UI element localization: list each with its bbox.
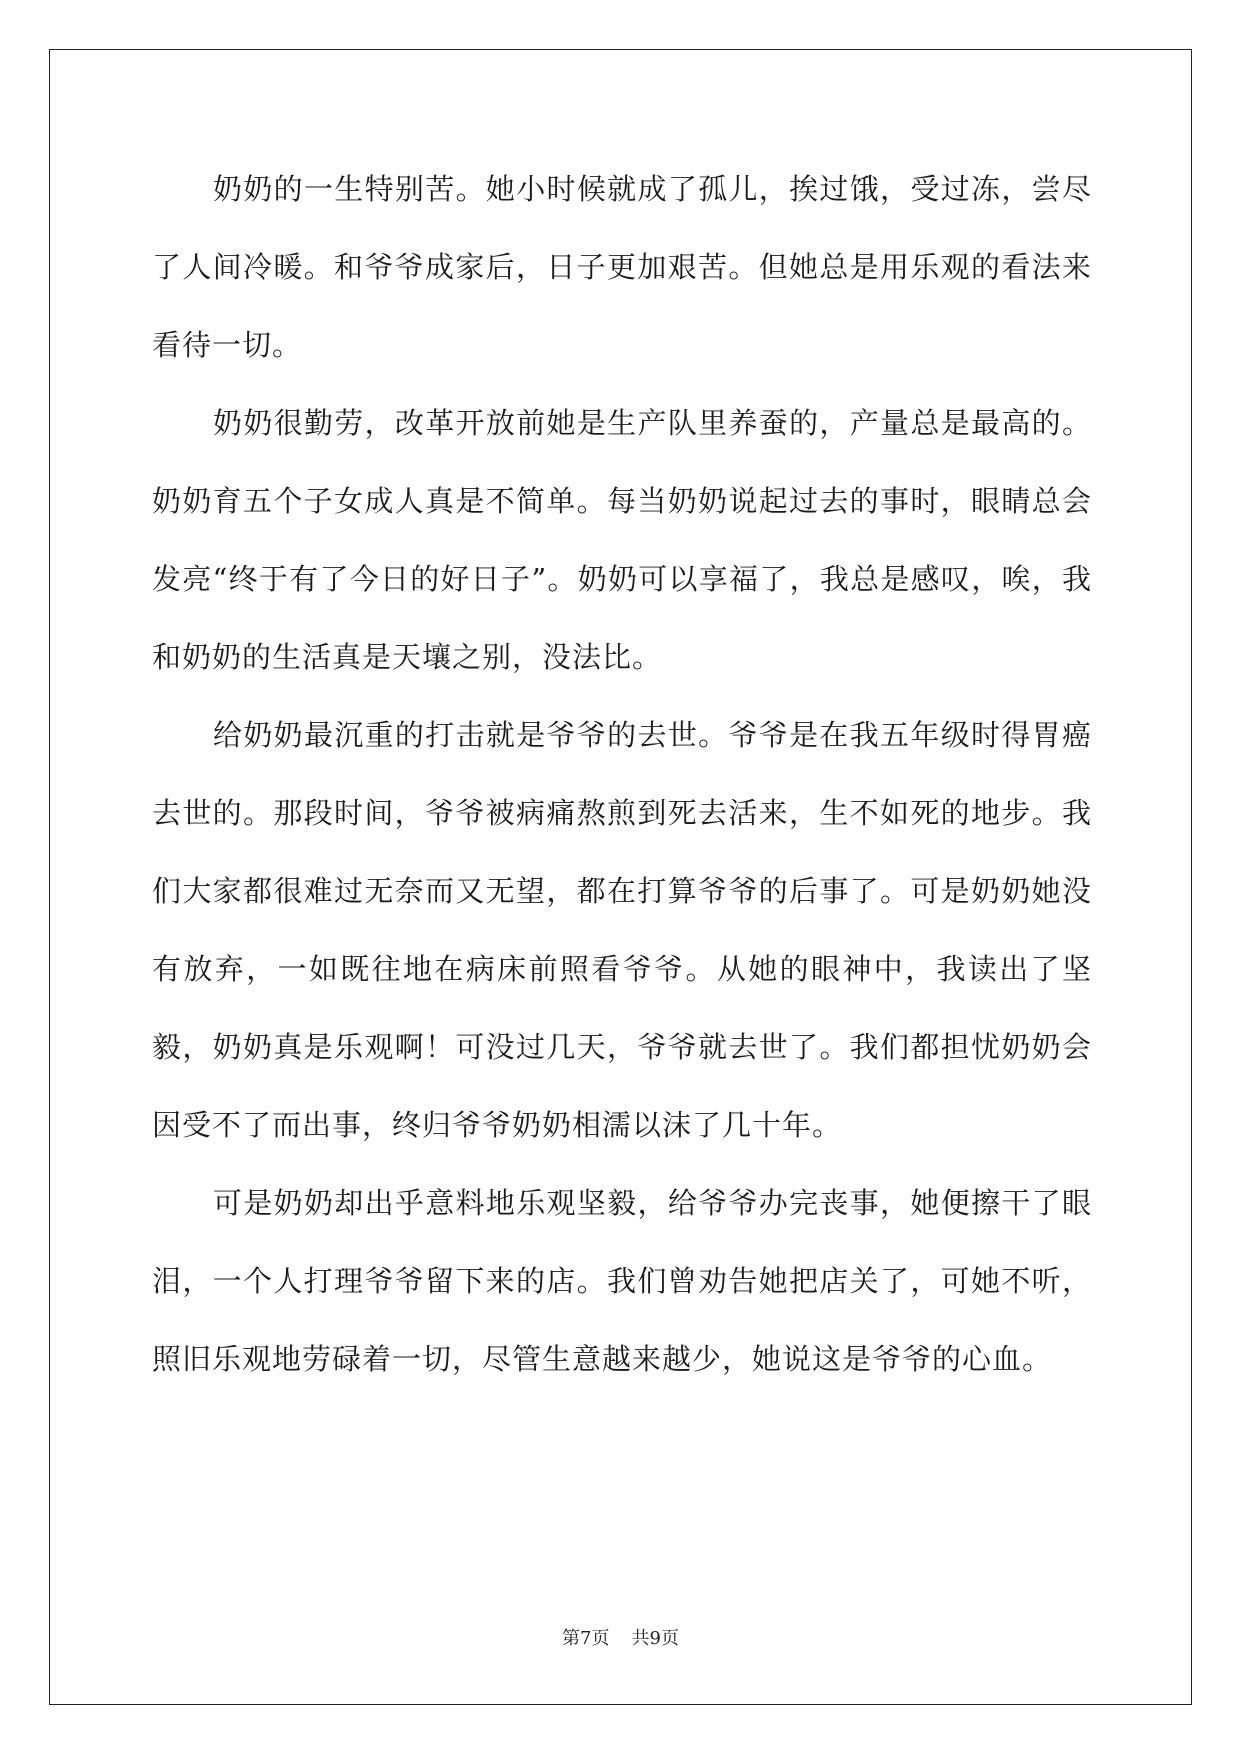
- document-body: [152, 150, 1092, 1398]
- page-number-total: 共9页: [631, 1628, 679, 1649]
- paragraph-1: 奶奶的一生特别苦。她小时候就成了孤儿，挨过饿，受过冻，尝尽了人间冷暖。和爷爷成家后，日子更加艰苦。但她总是用乐观的看法来看待一切。: [152, 172, 1092, 362]
- page-footer: [0, 1624, 1241, 1650]
- paragraph-4: 可是奶奶却出乎意料地乐观坚毅，给爷爷办完丧事，她便擦干了眼泪，一个人打理爷爷留下来的店。我们曾劝告她把店关了，可她不听，照旧乐观地劳碌着一切，尽管生意越来越少，她说这是爷爷的心血。: [152, 1186, 1092, 1376]
- paragraph-2: 奶奶很勤劳，改革开放前她是生产队里养蚕的，产量总是最高的。奶奶育五个子女成人真是不简单。每当奶奶说起过去的事时，眼睛总会发亮“终于有了今日的好日子”。奶奶可以享福了，我总是感叹，唉，我和奶奶的生活真是天壤之别，没法比。: [152, 406, 1092, 674]
- paragraph-3: 给奶奶最沉重的打击就是爷爷的去世。爷爷是在我五年级时得胃癌去世的。那段时间，爷爷被病痛熬煎到死去活来，生不如死的地步。我们大家都很难过无奈而又无望，都在打算爷爷的后事了。可是奶奶她没有放弃，一如既往地在病床前照看爷爷。从她的眼神中，我读出了坚毅，奶奶真是乐观啊！可没过几天，爷爷就去世了。我们都担忧奶奶会因受不了而出事，终归爷爷奶奶相濡以沫了几十年。: [152, 718, 1092, 1142]
- page-number-current: 第7页: [562, 1628, 610, 1649]
